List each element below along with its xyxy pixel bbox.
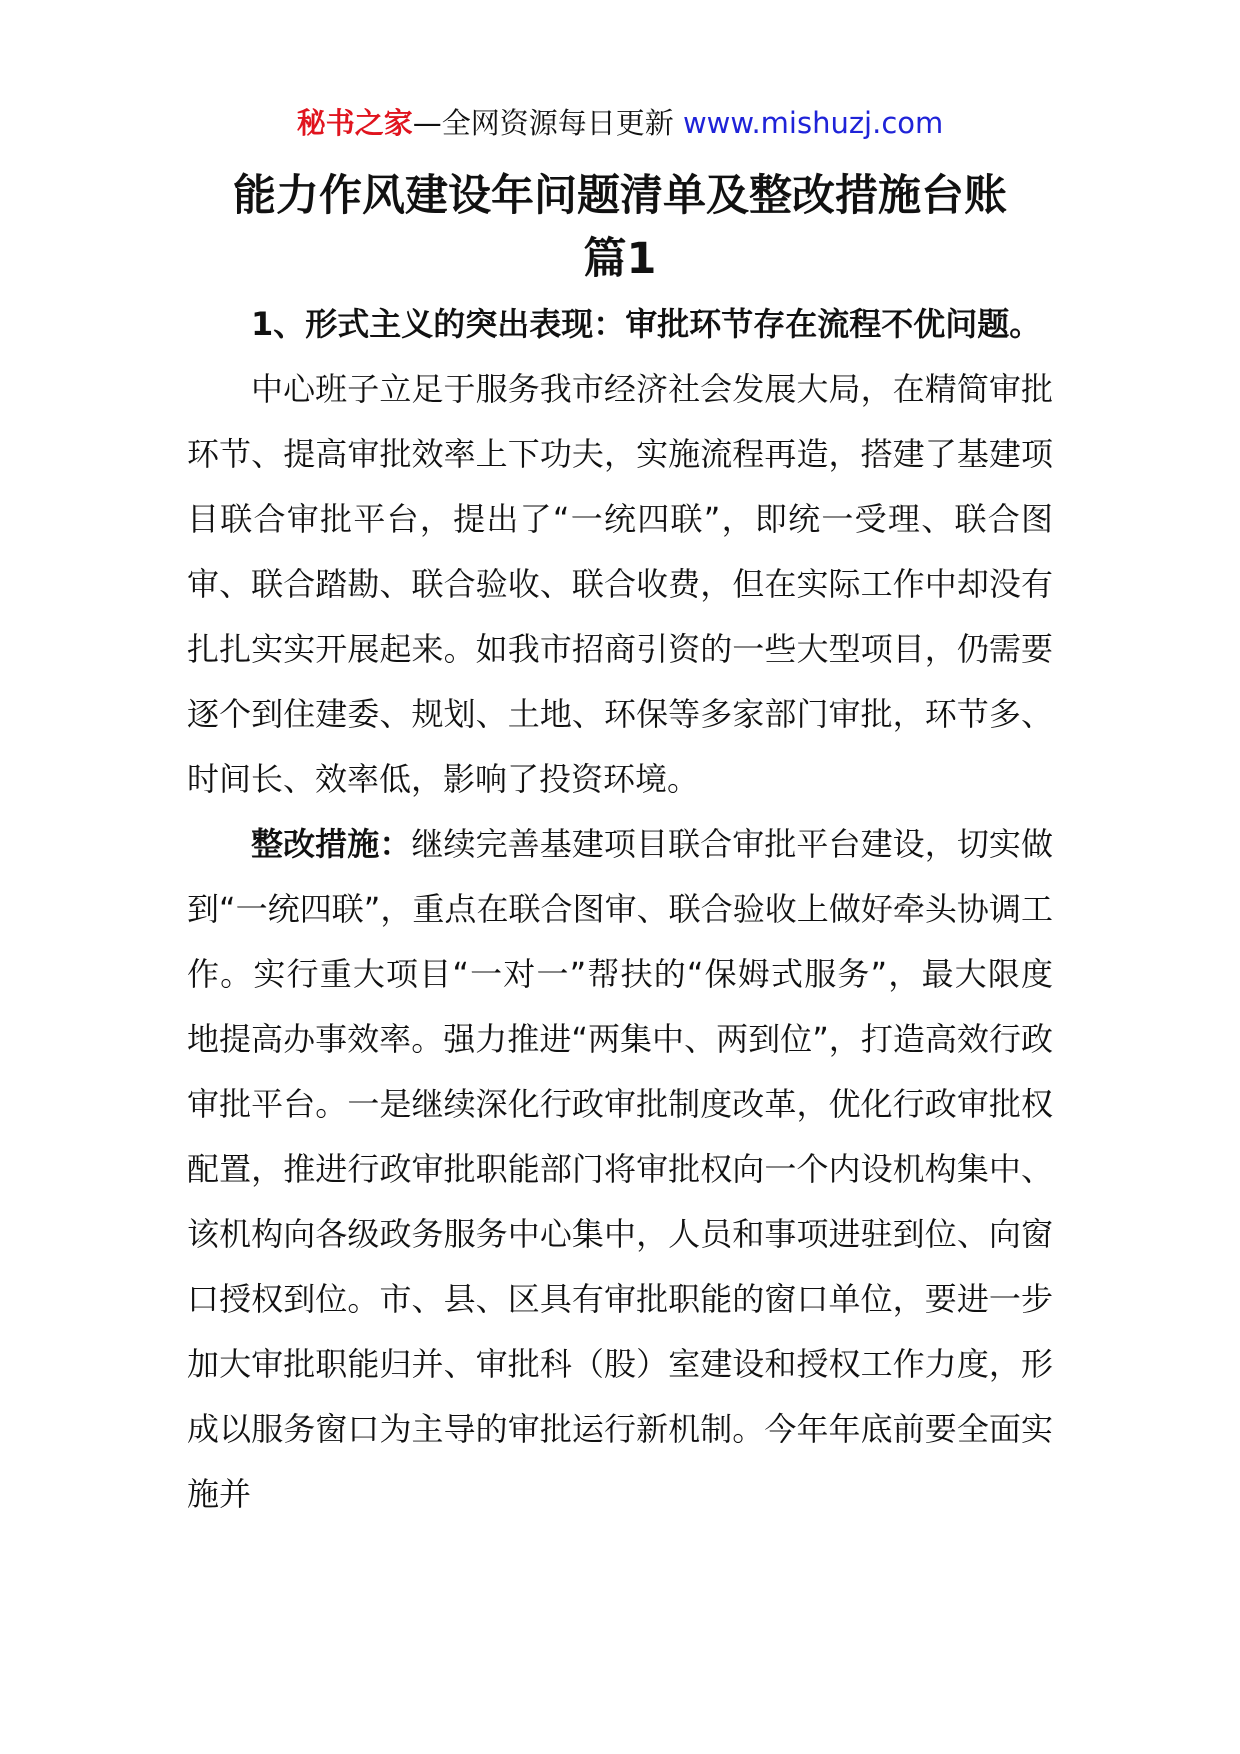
section-heading: 1、形式主义的突出表现：审批环节存在流程不优问题。	[251, 305, 1042, 343]
brand-name: 秘书之家	[296, 106, 413, 140]
website-link[interactable]: www.mishuzj.com	[682, 106, 944, 140]
banner-slogan: —全网资源每日更新	[412, 106, 683, 140]
measures-label: 整改措施：	[251, 825, 412, 863]
document-title: 能力作风建设年问题清单及整改措施台账	[233, 171, 1007, 221]
document-title-part: 篇1	[583, 234, 657, 284]
measures-paragraph	[187, 812, 1053, 1527]
document-body	[187, 292, 1053, 1527]
body-paragraph: 中心班子立足于服务我市经济社会发展大局，在精简审批环节、提高审批效率上下功夫，实施流程再造，搭建了基建项目联合审批平台，提出了“一统四联”，即统一受理、联合图审、联合踏勘、联合验收、联合收费，但在实际工作中却没有扎扎实实开展起来。如我市招商引资的一些大型项目，仍需要逐个到住建委、规划、土地、环保等多家部门审批，环节多、时间长、效率低，影响了投资环境。	[187, 370, 1053, 798]
site-banner	[0, 101, 1240, 145]
measures-text: 继续完善基建项目联合审批平台建设，切实做到“一统四联”，重点在联合图审、联合验收上做好牵头协调工作。实行重大项目“一对一”帮扶的“保姆式服务”，最大限度地提高办事效率。强力推进“两集中、两到位”，打造高效行政审批平台。一是继续深化行政审批制度改革，优化行政审批权配置，推进行政审批职能部门将审批权向一个内设机构集中、该机构向各级政务服务中心集中，人员和事项进驻到位、向窗口授权到位。市、县、区具有审批职能的窗口单位，要进一步加大审批职能归并、审批科（股）室建设和授权工作力度，形成以服务窗口为主导的审批运行新机制。今年年底前要全面实施并	[187, 825, 1053, 1513]
